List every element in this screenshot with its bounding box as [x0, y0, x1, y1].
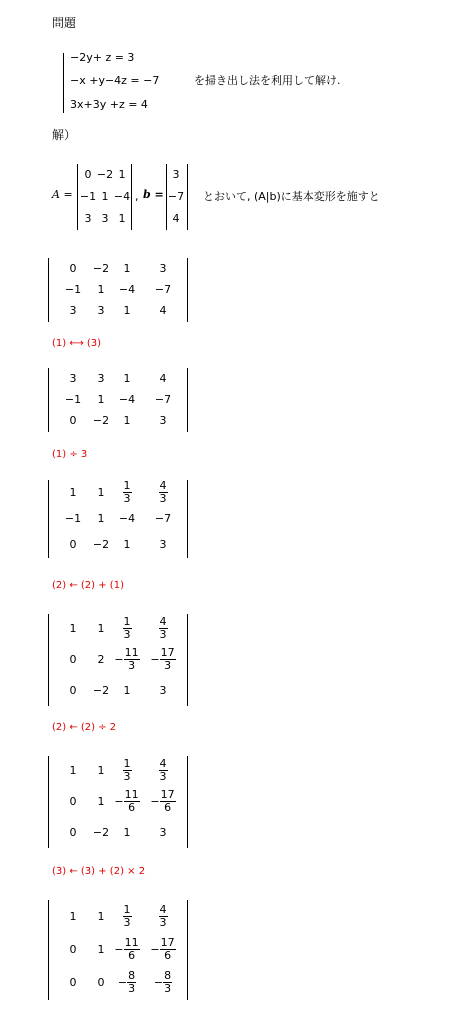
- matrix-A-cell: −4: [113, 190, 131, 203]
- matrix-cell: $\frac{1}{3}$: [123, 902, 131, 929]
- matrix-cell: 1: [97, 512, 105, 525]
- step-label-3: (2) ← (2) + (1): [52, 580, 124, 591]
- matrix-cell: 0: [69, 825, 77, 839]
- matrix-cell: 1: [97, 943, 105, 956]
- matrix-cell: $\frac{1}{3}$: [123, 757, 131, 784]
- matrix-A-cell: 1: [101, 190, 109, 203]
- augmented-matrix-1: [48, 368, 188, 432]
- matrix-cell: 3: [159, 825, 167, 839]
- vector-b: [166, 164, 188, 230]
- matrix-cell: − $\frac{17}{6}$: [150, 788, 175, 814]
- matrix-A-cell: 0: [84, 168, 92, 181]
- matrix-cell: − $\frac{17}{3}$: [150, 646, 175, 672]
- solution-heading: 解）: [52, 128, 77, 142]
- matrix-cell: 1: [97, 909, 105, 923]
- matrix-cell: 1: [97, 622, 105, 636]
- matrix-cell: −1: [64, 512, 82, 525]
- matrix-cell: −2: [92, 414, 110, 428]
- matrix-A: [77, 164, 132, 230]
- matrix-cell: 1: [123, 825, 131, 839]
- matrix-cell: 1: [69, 622, 77, 636]
- matrix-cell: 3: [69, 371, 77, 385]
- matrix-cell: 1: [69, 909, 77, 923]
- matrix-A-cell: 3: [84, 212, 92, 225]
- equation-2: −x +y−4z = −7: [70, 74, 160, 87]
- matrix-A-cell: 1: [118, 212, 126, 225]
- matrix-cell: −4: [118, 393, 136, 406]
- matrix-cell: 0: [69, 943, 77, 956]
- matrix-cell: 3: [159, 414, 167, 428]
- matrix-cell: 3: [159, 683, 167, 697]
- matrix-cell: $\frac{1}{3}$: [123, 479, 131, 505]
- matrix-cell: $\frac{4}{3}$: [159, 902, 167, 929]
- matrix-cell: 1: [123, 261, 131, 275]
- definition-text: とおいて, (A|b)に基本変形を施すと: [203, 190, 380, 203]
- equation-3: 3x+3y +z = 4: [70, 98, 148, 111]
- matrix-cell: 3: [159, 261, 167, 275]
- step-label-5: (3) ← (3) + (2) × 2: [52, 866, 146, 877]
- matrix-cell: −1: [64, 283, 82, 296]
- matrix-cell: 3: [69, 304, 77, 318]
- matrix-cell: −4: [118, 512, 136, 525]
- b-label: b =: [143, 188, 164, 201]
- matrix-cell: 1: [69, 486, 77, 499]
- matrix-cell: − $\frac{8}{3}$: [153, 969, 172, 996]
- matrix-cell: 1: [97, 764, 105, 778]
- matrix-cell: 0: [97, 976, 105, 990]
- step-label-4: (2) ← (2) ÷ 2: [52, 722, 117, 733]
- matrix-cell: − $\frac{17}{6}$: [150, 936, 175, 962]
- matrix-cell: −4: [118, 283, 136, 296]
- matrix-cell: $\frac{4}{3}$: [159, 757, 167, 784]
- matrix-A-cell: −2: [96, 168, 114, 181]
- matrix-cell: −1: [64, 393, 82, 406]
- matrix-A-cell: 1: [118, 168, 126, 181]
- matrix-cell: $\frac{4}{3}$: [159, 479, 167, 505]
- vector-b-cell: −7: [167, 190, 185, 203]
- matrix-cell: 0: [69, 261, 77, 275]
- augmented-matrix-5: [48, 900, 188, 1000]
- step-label-1: (1) ⟷ (3): [52, 338, 102, 349]
- matrix-cell: − $\frac{11}{6}$: [114, 936, 139, 962]
- problem-heading: 問題: [52, 16, 77, 30]
- vector-b-cell: 4: [172, 212, 180, 225]
- problem-instruction: を掃き出し法を利用して解け.: [194, 74, 341, 87]
- matrix-cell: 0: [69, 653, 77, 666]
- matrix-cell: 0: [69, 795, 77, 808]
- augmented-matrix-2: [48, 480, 188, 558]
- matrix-cell: $\frac{4}{3}$: [159, 615, 167, 642]
- augmented-matrix-3: [48, 614, 188, 706]
- matrix-cell: − $\frac{11}{3}$: [114, 646, 139, 672]
- matrix-A-cell: 3: [101, 212, 109, 225]
- matrix-cell: − $\frac{8}{3}$: [117, 969, 136, 996]
- matrix-cell: −2: [92, 538, 110, 551]
- matrix-cell: 2: [97, 653, 105, 666]
- matrix-A-cell: −1: [79, 190, 97, 203]
- matrix-cell: 1: [97, 795, 105, 808]
- vector-b-cell: 3: [172, 168, 180, 181]
- matrix-cell: 4: [159, 371, 167, 385]
- matrix-cell: 0: [69, 414, 77, 428]
- left-brace: [63, 53, 64, 113]
- matrix-cell: 0: [69, 683, 77, 697]
- matrix-cell: 1: [97, 283, 105, 296]
- matrix-cell: 1: [123, 414, 131, 428]
- matrix-cell: −2: [92, 825, 110, 839]
- matrix-cell: −7: [154, 393, 172, 406]
- matrix-cell: −7: [154, 283, 172, 296]
- augmented-matrix-0: [48, 258, 188, 322]
- equation-1: −2y+ z = 3: [70, 51, 135, 64]
- matrix-cell: 1: [69, 764, 77, 778]
- matrix-cell: 3: [97, 304, 105, 318]
- matrix-cell: 1: [123, 304, 131, 318]
- matrix-cell: 1: [123, 683, 131, 697]
- matrix-cell: 1: [97, 393, 105, 406]
- matrix-cell: 0: [69, 538, 77, 551]
- matrix-cell: $\frac{1}{3}$: [123, 615, 131, 642]
- matrix-cell: −2: [92, 261, 110, 275]
- matrix-cell: 3: [97, 371, 105, 385]
- matrix-cell: 0: [69, 976, 77, 990]
- matrix-cell: 1: [123, 538, 131, 551]
- matrix-cell: 1: [97, 486, 105, 499]
- matrix-cell: 3: [159, 538, 167, 551]
- matrix-cell: 1: [123, 371, 131, 385]
- augmented-matrix-4: [48, 756, 188, 848]
- matrix-cell: − $\frac{11}{6}$: [114, 788, 139, 814]
- matrix-cell: −7: [154, 512, 172, 525]
- step-label-2: (1) ÷ 3: [52, 449, 88, 460]
- matrix-cell: −2: [92, 683, 110, 697]
- matrix-cell: 4: [159, 304, 167, 318]
- A-label: A =: [52, 188, 73, 201]
